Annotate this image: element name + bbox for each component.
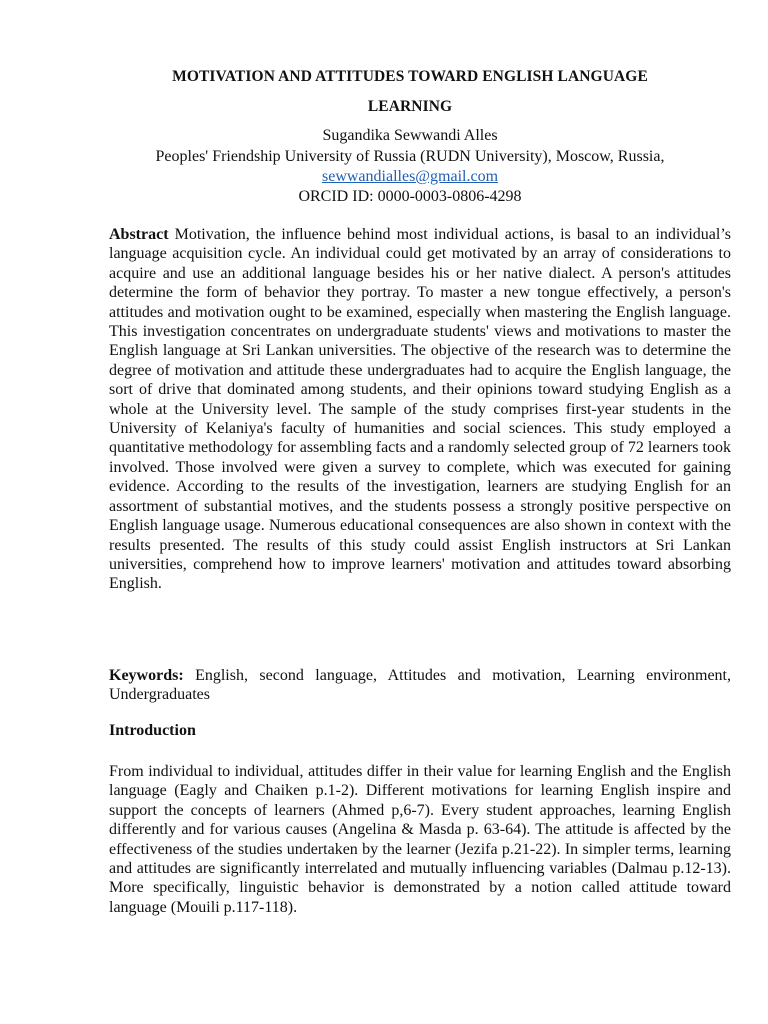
keywords-paragraph	[109, 666, 731, 705]
author-name: Sugandika Sewwandi Alles	[322, 127, 498, 144]
introduction-heading: Introduction	[109, 722, 196, 739]
abstract-text: Motivation, the influence behind most individual actions, is basal to an individual’s language acquisition cycle. An individual could get motivated by an array of considerations to acquire and use an additional language besides his or her native dialect. A person's attitudes determine the form of behavior they portray. To master a new tongue effectively, a person's attitudes and motivation ought to be examined, especially when mastering the English language. This investigation concentrates on undergraduate students' views and motivations to master the English language at Sri Lankan universities. The objective of the research was to determine the degree of motivation and attitude these undergraduates had to acquire the English language, the sort of drive that dominated among students, and their opinions toward studying English as a whole at the University level. The sample of the study comprises first-year students in the University of Kelaniya's faculty of humanities and social sciences. This study employed a quantitative methodology for assembling facts and a randomly selected group of 72 learners took involved. Those involved were given a survey to complete, which was executed for gaining evidence. According to the results of the investigation, learners are studying English for an assortment of substantial motives, and the students possess a strongly positive perspective on English language usage. Numerous educational consequences are also shown in context with the results presented. The results of this study could assist English instructors at Sri Lankan universities, comprehend how to improve learners' motivation and attitudes toward absorbing English.	[109, 226, 731, 593]
paper-title-line-2: LEARNING	[367, 98, 453, 115]
introduction-paragraph: From individual to individual, attitudes differ in their value for learning English and the English language (Eagly and Chaiken p.1-2). Different motivations for learning English inspire and support the concepts of learners (Ahmed p,6-7). Every student approaches, learning English differently and for various causes (Angelina & Masda p. 63-64). The attitude is affected by the effectiveness of the studies undertaken by the learner (Jezifa p.21-22). In simpler terms, learning and attitudes are significantly interrelated and mutually influencing variables (Dalmau p.12-13). More specifically, linguistic behavior is demonstrated by a notion called attitude toward language (Mouili p.117-118).	[109, 763, 731, 916]
author-email-link[interactable]: sewwandialles@gmail.com	[321, 168, 499, 185]
author-email-line	[100, 167, 720, 187]
paper-title-line-1: MOTIVATION AND ATTITUDES TOWARD ENGLISH LANGUAGE	[172, 68, 648, 85]
keywords-label: Keywords:	[109, 667, 184, 684]
author-affiliation: Peoples' Friendship University of Russia (RUDN University), Moscow, Russia,	[155, 148, 665, 165]
abstract-label: Abstract	[109, 226, 169, 243]
author-orcid: ORCID ID: 0000-0003-0806-4298	[298, 188, 522, 205]
abstract-paragraph	[109, 225, 731, 594]
keywords-text: English, second language, Attitudes and motivation, Learning environment, Undergraduates	[109, 667, 731, 704]
